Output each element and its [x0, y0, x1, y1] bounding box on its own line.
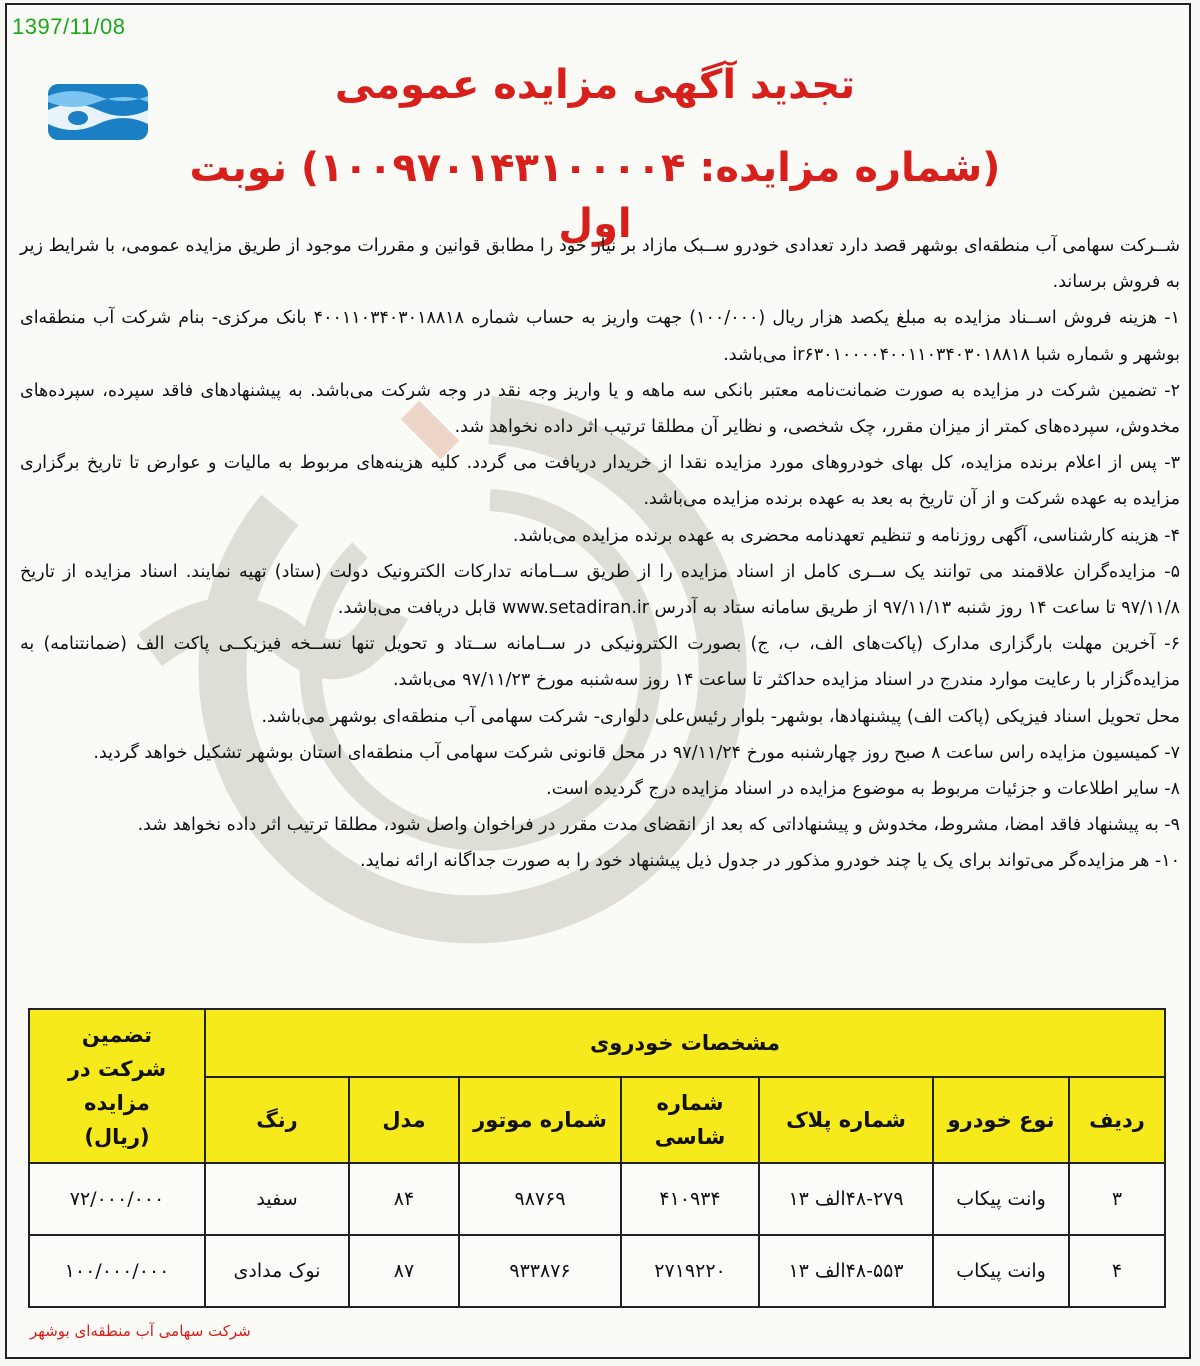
clause-10: ۱۰- هر مزایده‌گر می‌تواند برای یک یا چند خودرو مذکور در جدول ذیل پیشنهاد خود را به صورت جداگانه ارائه نماید.: [360, 851, 1180, 872]
col-color: رنگ: [205, 1077, 349, 1163]
clause-4: ۴- هزینه کارشناسی، آگهی روزنامه و تنظیم تعهدنامه محضری به عهده برنده مزایده می‌باشد.: [512, 525, 1180, 546]
water-company-logo-icon: [38, 40, 158, 150]
clause-1: ۱- هزینه فروش اســناد مزایده به مبلغ یکصد هزار ریال (۱۰۰/۰۰۰) جهت واریز به حساب شماره ۴۰۰۱۱۰۳۴۰۳۰۱۸۸۱۸ بانک مرکزی- بنام شرکت آب منطقه‌ای بوشهر و شماره شبا ir۶۳۰۱۰۰۰۰۴۰۰۱۱۰۳۴۰۳۰۱۸۸۱۸ می‌باشد.: [20, 308, 1180, 365]
row-number: ۳: [1069, 1163, 1165, 1235]
col-plate: شماره پلاک: [759, 1077, 933, 1163]
guarantee-amount: ۱۰۰/۰۰۰/۰۰۰: [29, 1235, 205, 1307]
footer-company: [30, 1322, 1170, 1340]
vehicle-type: وانت پیکاب: [933, 1163, 1069, 1235]
intro-paragraph: شــرکت سهامی آب منطقه‌ای بوشهر قصد دارد تعدادی خودرو ســبک مازاد بر نیاز خود را مطابق قوانین و مقررات موجود از طریق مزایده عمومی، با شرایط زیر به فروش برساند.: [20, 236, 1180, 293]
engine-number: ۹۳۳۸۷۶: [459, 1235, 621, 1307]
delivery-location: محل تحویل اسناد فیزیکی (پاکت الف) پیشنهادها، بوشهر- بلوار رئیس‌علی دلواری- شرکت سهامی آب منطقه‌ای بوشهر می‌باشد.: [261, 706, 1180, 727]
table-row: [29, 1235, 1165, 1307]
engine-number: ۹۸۷۶۹: [459, 1163, 621, 1235]
col-row: ردیف: [1069, 1077, 1165, 1163]
chassis-number: ۲۷۱۹۲۲۰: [621, 1235, 759, 1307]
clause-9: ۹- به پیشنهاد فاقد امضا، مشروط، مخدوش و پیشنهاداتی که بعد از انقضای مدت مقرر در فراخوان واصل شود، مطلقا ترتیب اثر داده نخواهد شد.: [137, 815, 1180, 836]
guarantee-amount: ۷۲/۰۰۰/۰۰۰: [29, 1163, 205, 1235]
col-model: مدل: [349, 1077, 459, 1163]
clause-8: ۸- سایر اطلاعات و جزئیات مربوط به موضوع مزایده در اسناد مزایده درج گردیده است.: [546, 779, 1180, 800]
vehicles-table: [28, 1008, 1166, 1308]
clause-7: ۷- کمیسیون مزایده راس ساعت ۸ صبح روز چهارشنبه مورخ ۹۷/۱۱/۲۴ در محل قانونی شرکت سهامی آب منطقه‌ای استان بوشهر تشکیل خواهد گردید.: [93, 742, 1180, 763]
vehicle-specs-header: مشخصات خودروی: [205, 1009, 1165, 1077]
model-year: ۸۴: [349, 1163, 459, 1235]
chassis-number: ۴۱۰۹۳۴: [621, 1163, 759, 1235]
clause-2: ۲- تضمین شرکت در مزایده به صورت ضمانت‌نامه معتبر بانکی سه ماهه و یا واریز وجه نقد در وجه شرکت می‌باشد. به پیشنهادهای فاقد سپرده، سپرده‌های مخدوش، سپرده‌های کمتر از میزان مقرر، چک شخصی، و نظایر آن مطلقا ترتیب اثر داده نخواهد شد.: [20, 380, 1180, 438]
clause-6: ۶- آخرین مهلت بارگزاری مدارک (پاکت‌های الف، ب، ج) بصورت الکترونیکی در ســامانه ســتاد و تحویل تنها نســخه فیزیکــی پاکت الف (ضمانتنامه) به مزایده‌گزار با رعایت موارد مندرج در اسناد مزایده حداکثر تا ساعت ۱۴ روز سه‌شنبه مورخ ۹۷/۱۱/۲۳ می‌باشد.: [20, 634, 1180, 691]
plate-number: ۴۸-۵۵۳الف ۱۳: [759, 1235, 933, 1307]
col-engine: شماره موتور: [459, 1077, 621, 1163]
table-row: [29, 1163, 1165, 1235]
clause-3: ۳- پس از اعلام برنده مزایده، کل بهای خودروهای مورد مزایده نقدا از خریدار دریافت می گردد. کلیه هزینه‌های مربوط به مالیات و عوارض تا تاریخ برگزاری مزایده به عهده شرکت و از آن تاریخ به بعد به عهده برنده مزایده می‌باشد.: [20, 453, 1180, 510]
notice-title: تجدید آگهی مزایده عمومی: [334, 62, 856, 108]
notice-body: [20, 228, 1180, 880]
footer-company-name: شرکت سهامی آب منطقه‌ای بوشهر: [30, 1322, 251, 1340]
col-chassis: شماره شاسی: [621, 1077, 759, 1163]
vehicles-table-wrapper: [28, 1008, 1164, 1308]
vehicle-color: نوک مدادی: [205, 1235, 349, 1307]
guarantee-header: تضمین شرکت در مزایده (ریال): [29, 1009, 205, 1163]
plate-number: ۴۸-۲۷۹الف ۱۳: [759, 1163, 933, 1235]
model-year: ۸۷: [349, 1235, 459, 1307]
vehicle-type: وانت پیکاب: [933, 1235, 1069, 1307]
clause-5: ۵- مزایده‌گران علاقمند می توانند یک ســری کامل از اسناد مزایده را از طریق ســامانه تدارکات الکترونیک دولت (ستاد) تهیه نمایند. اسناد مزایده از تاریخ ۹۷/۱۱/۸ تا ساعت ۱۴ روز شنبه ۹۷/۱۱/۱۳ از طریق سامانه ستاد به آدرس www.setadiran.ir قابل دریافت می‌باشد.: [20, 561, 1180, 619]
auction-number: (شماره مزایده: ۱۰۰۹۷۰۱۴۳۱۰۰۰۰۴) نوبت اول: [189, 145, 1001, 247]
date-stamp: 1397/11/08: [12, 14, 126, 39]
row-number: ۴: [1069, 1235, 1165, 1307]
col-vehicle-type: نوع خودرو: [933, 1077, 1069, 1163]
vehicle-color: سفید: [205, 1163, 349, 1235]
